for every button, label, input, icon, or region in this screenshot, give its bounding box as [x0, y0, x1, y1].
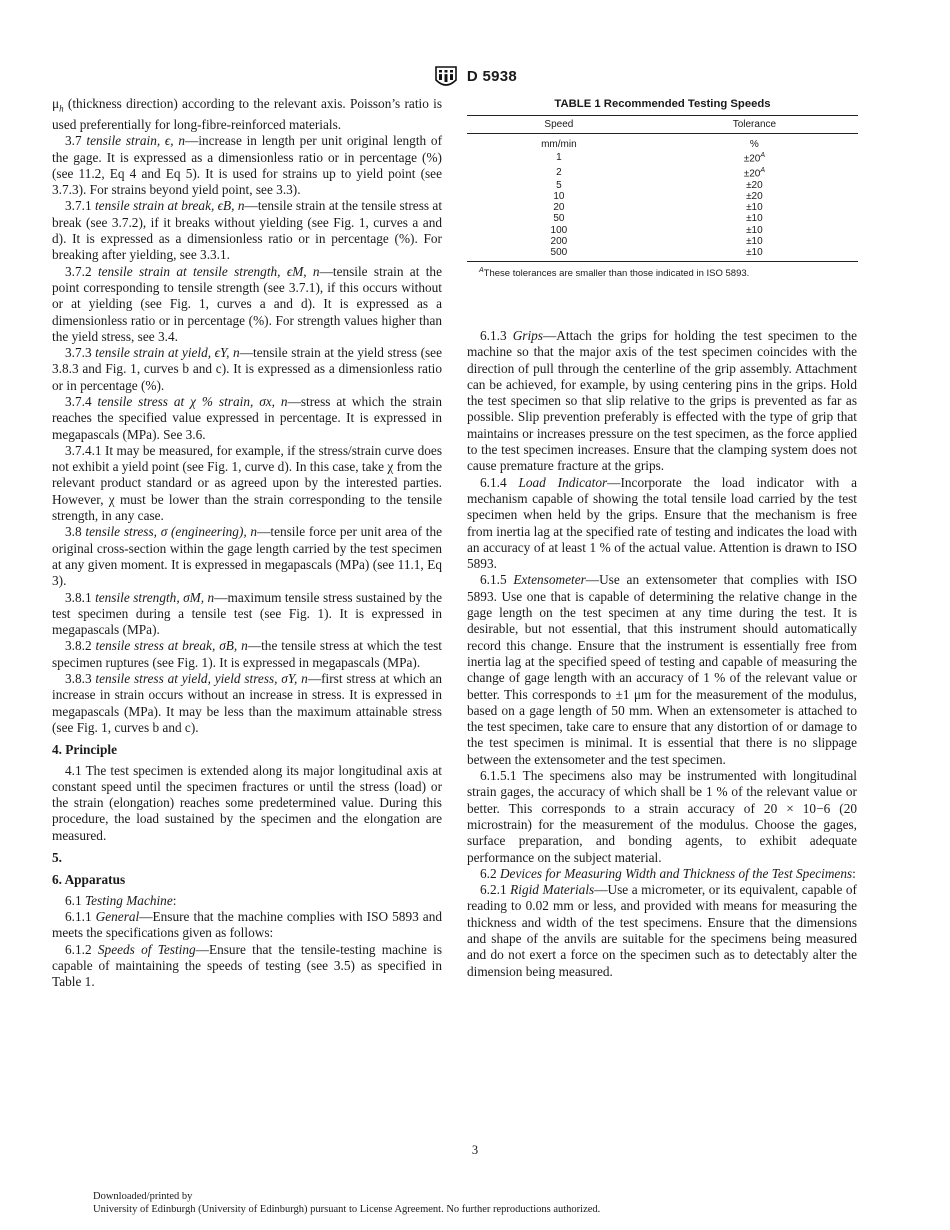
table-row: [467, 180, 858, 191]
paragraph-6-1: 6.1 Testing Machine:: [65, 892, 177, 908]
page-footer: [93, 1190, 600, 1216]
speed-cell: 500: [550, 247, 568, 259]
left-column: [52, 96, 442, 990]
astm-logo-icon: [433, 64, 459, 88]
paragraph-6-1-4: 6.1.4 Load Indicator—Incorporate the load indicator with a mechanism capable of showing the total tensile load carried by the test specimen when held by the grips. Ensure that the mechanism is free from inertia lag at the specified rate of testing and indicates the load with an accuracy of at least 1 % of the actual value. Attention is drawn to ISO 5893.: [467, 474, 858, 572]
table-row: [467, 247, 858, 261]
speed-cell: 100: [550, 224, 568, 236]
table-row: [467, 202, 858, 213]
unit-speed: mm/min: [541, 139, 577, 150]
paragraph-3-7-1: 3.7.1 tensile strain at break, ϵB, n—tensile strain at the tensile stress at break (see 3.7.2), if it breaks without yielding (see Fig. 1, curves a and d). It is expressed as a dimensionless ratio or in percentage (%). For breaking after yielding, see 3.3.1.: [52, 198, 443, 263]
tolerance-cell: $\pm 20^A$: [743, 166, 766, 180]
section-5-heading: 5.: [52, 850, 62, 866]
paragraph-3-8-1: 3.8.1 tensile strength, σM, n—maximum tensile stress sustained by the test specimen during a tensile test (see Fig. 1). It is expressed in megapascals (MPa).: [52, 589, 442, 638]
speed-cell: 2: [556, 166, 562, 178]
speed-cell: 50: [553, 213, 565, 225]
paragraph-3-8-2: 3.8.2 tensile stress at break, σB, n—the tensile stress at which the test specimen ruptures (see Fig. 1). It is expressed in megapascals (MPa).: [52, 638, 443, 670]
right-column: [467, 328, 857, 980]
page-header: [0, 64, 950, 88]
unit-tolerance: %: [749, 139, 759, 150]
speeds-table: [467, 115, 858, 262]
speed-cell: 5: [556, 179, 562, 191]
tolerance-cell: ±20: [746, 179, 763, 191]
units-row: [467, 134, 858, 151]
paragraph-3-7-2: 3.7.2 tensile strain at tensile strength, ϵM, n—tensile strain at the point corresponding to tensile strength (see 3.7.1), if this occurs without or at yielding (see Fig. 1, curves a and d). It is expressed as a dimensionless ratio or in percentage (%). For strength values higher than the yield stress, see 3.4.: [52, 263, 442, 344]
tolerance-cell: $\pm 20^A$: [743, 152, 766, 165]
tolerance-cell: ±10: [746, 236, 763, 248]
tolerance-cell: ±10: [746, 247, 763, 259]
paragraph-3-8: 3.8 tensile stress, σ (engineering), n—tensile force per unit area of the original cross-section within the gage length carried by the test specimen at any given moment. It is expressed in megapascals (MPa) (see 11.1, Eq 3).: [52, 524, 442, 589]
paragraph-6-1-1: 6.1.1 General—Ensure that the machine complies with ISO 5893 and meets the specifications given as follows:: [52, 908, 442, 941]
paragraph-6-1-2: 6.1.2 Speeds of Testing—Ensure that the tensile-testing machine is capable of maintaining the speeds of testing (see 3.5) as specified in Table 1.: [52, 941, 443, 990]
paragraph-6-1-5: 6.1.5 Extensometer—Use an extensometer that complies with ISO 5893. Use one that is capable of determining the relative change in the gage length on the test specimen at any time during the test. It is desirable, but not essential, that this instrument should automatically record this change. Ensure that the instrument is essentially free from inertia lag at the specified speed of testing and capable of measuring the change of gage length with an accuracy of 1 % of the relevant value or better. This corresponds to ±1 μm for the measurement of the modulus, based on a gage length of 50 mm. When an extensometer is attached to the test specimen, take care to ensure that any distortion of or damage to the test specimen is minimal. It is essential that there is no slippage between the extensometer and the test specimen.: [467, 572, 858, 767]
page-number: 3: [471, 1143, 479, 1157]
paragraph-3-7-4: 3.7.4 tensile stress at χ % strain, σx, n—stress at which the strain reaches the specified value expressed in percentage. It is expressed in megapascals (MPa). See 3.6.: [52, 394, 442, 442]
paragraph-6-1-5-1: 6.1.5.1 The specimens also may be instrumented with longitudinal strain gages, the accuracy of which shall be 1 % of the relevant value or better. This corresponds to a strain accuracy of 20 × 10−6 (20 microstrain) for the measurement of the modulus. Choose the gages, surface preparation, and bonding agents, to exhibit adequate performance on the subject material.: [467, 768, 857, 865]
speed-cell: 1: [556, 151, 562, 163]
tolerance-cell: ±10: [746, 213, 763, 225]
paragraph-3-7-4-1: 3.7.4.1 It may be measured, for example, if the stress/strain curve does not exhibit a yield point (see Fig. 1, curve d). In this case, take χ from the relevant product standard or as agreed upon by the interested parties. However, χ must be lower than the strain corresponding to the tensile strength, in any case.: [52, 442, 442, 524]
table-row: [467, 150, 858, 165]
paragraph-6-1-3: 6.1.3 Grips—Attach the grips for holding the test specimen to the machine so that the major axis of the test specimen coincides with the direction of pull through the centerline of the grip assembly. Attachment can be achieved, for example, by using centering pins in the grips. Hold the test specimen so that slip relative to the grips is prevented as far as possible. Slip prevention preferably is effected with the type of grip that maintains or increases pressure on the test specimen, as the force applied to the test specimen increases. Ensure that the clamping system does not cause premature fracture at the grips.: [467, 328, 857, 474]
section-4-heading: 4. Principle: [52, 742, 117, 758]
table-1: [467, 98, 858, 279]
tolerance-cell: ±10: [746, 224, 763, 236]
table-row: [467, 191, 858, 202]
document-id: D 5938: [466, 67, 518, 85]
paragraph-mu: $\mu_h$ (thickness direction) according to the relevant axis. Poisson’s ratio is used preferentially for long-fibre-reinforced materials.: [52, 96, 442, 132]
column-header-speed: Speed: [467, 116, 651, 134]
tolerance-cell: ±10: [746, 202, 763, 214]
table-row: [467, 165, 858, 180]
paragraph-4-1: 4.1 The test specimen is extended along its major longitudinal axis at constant speed until the specimen fractures or until the stress (load) or the strain (elongation) reaches some predetermined value. During this procedure, the load sustained by the specimen and the elongation are measured.: [52, 762, 442, 843]
speed-cell: 10: [553, 190, 565, 202]
table-row: [467, 236, 858, 247]
table-footnote: $^A$These tolerances are smaller than those indicated in ISO 5893.: [479, 266, 750, 279]
table-row: [467, 225, 858, 236]
paragraph-6-2: 6.2 Devices for Measuring Width and Thickness of the Test Specimens:: [480, 865, 856, 881]
footer-line-1: Downloaded/printed by: [93, 1191, 193, 1202]
column-header-tolerance: Tolerance: [651, 116, 858, 134]
paragraph-3-7: 3.7 tensile strain, ϵ, n—increase in length per unit original length of the gage. It is expressed as a dimensionless ratio or in percentage (%) (see 11.2, Eq 4 and Eq 5). It is used for strains up to yield point (see 3.7.3). For strains beyond yield point, see 3.3).: [52, 133, 442, 198]
speed-cell: 20: [553, 202, 565, 214]
speed-cell: 200: [550, 236, 568, 248]
footer-line-2: University of Edinburgh (University of Edinburgh) pursuant to License Agreement. No further reproductions authorized.: [93, 1204, 601, 1215]
paragraph-6-2-1: 6.2.1 Rigid Materials—Use a micrometer, or its equivalent, capable of reading to 0.02 mm or less, and provided with means for measuring the thickness and width of the test specimens. Ensure that the dimensions and shape of the anvils are suitable for the specimens being measured and do not exert a force on the specimen such as to detectably alter the dimension being measured.: [467, 882, 857, 979]
table-row: [467, 213, 858, 224]
section-6-heading: 6. Apparatus: [52, 872, 126, 888]
paragraph-3-8-3: 3.8.3 tensile stress at yield, yield stress, σY, n—first stress at which an increase in strain occurs without an increase in stress. It is expressed in megapascals (MPa). It may be less than the maximum attainable stress (see Fig. 1, curves b and c).: [52, 671, 442, 735]
table-caption: TABLE 1 Recommended Testing Speeds: [554, 98, 771, 110]
tolerance-cell: ±20: [746, 190, 763, 202]
paragraph-3-7-3: 3.7.3 tensile strain at yield, ϵY, n—tensile strain at the yield stress (see 3.8.3 and Fig. 1, curves b and c). It is expressed as a dimensionless ratio or in percentage (%).: [52, 345, 442, 393]
